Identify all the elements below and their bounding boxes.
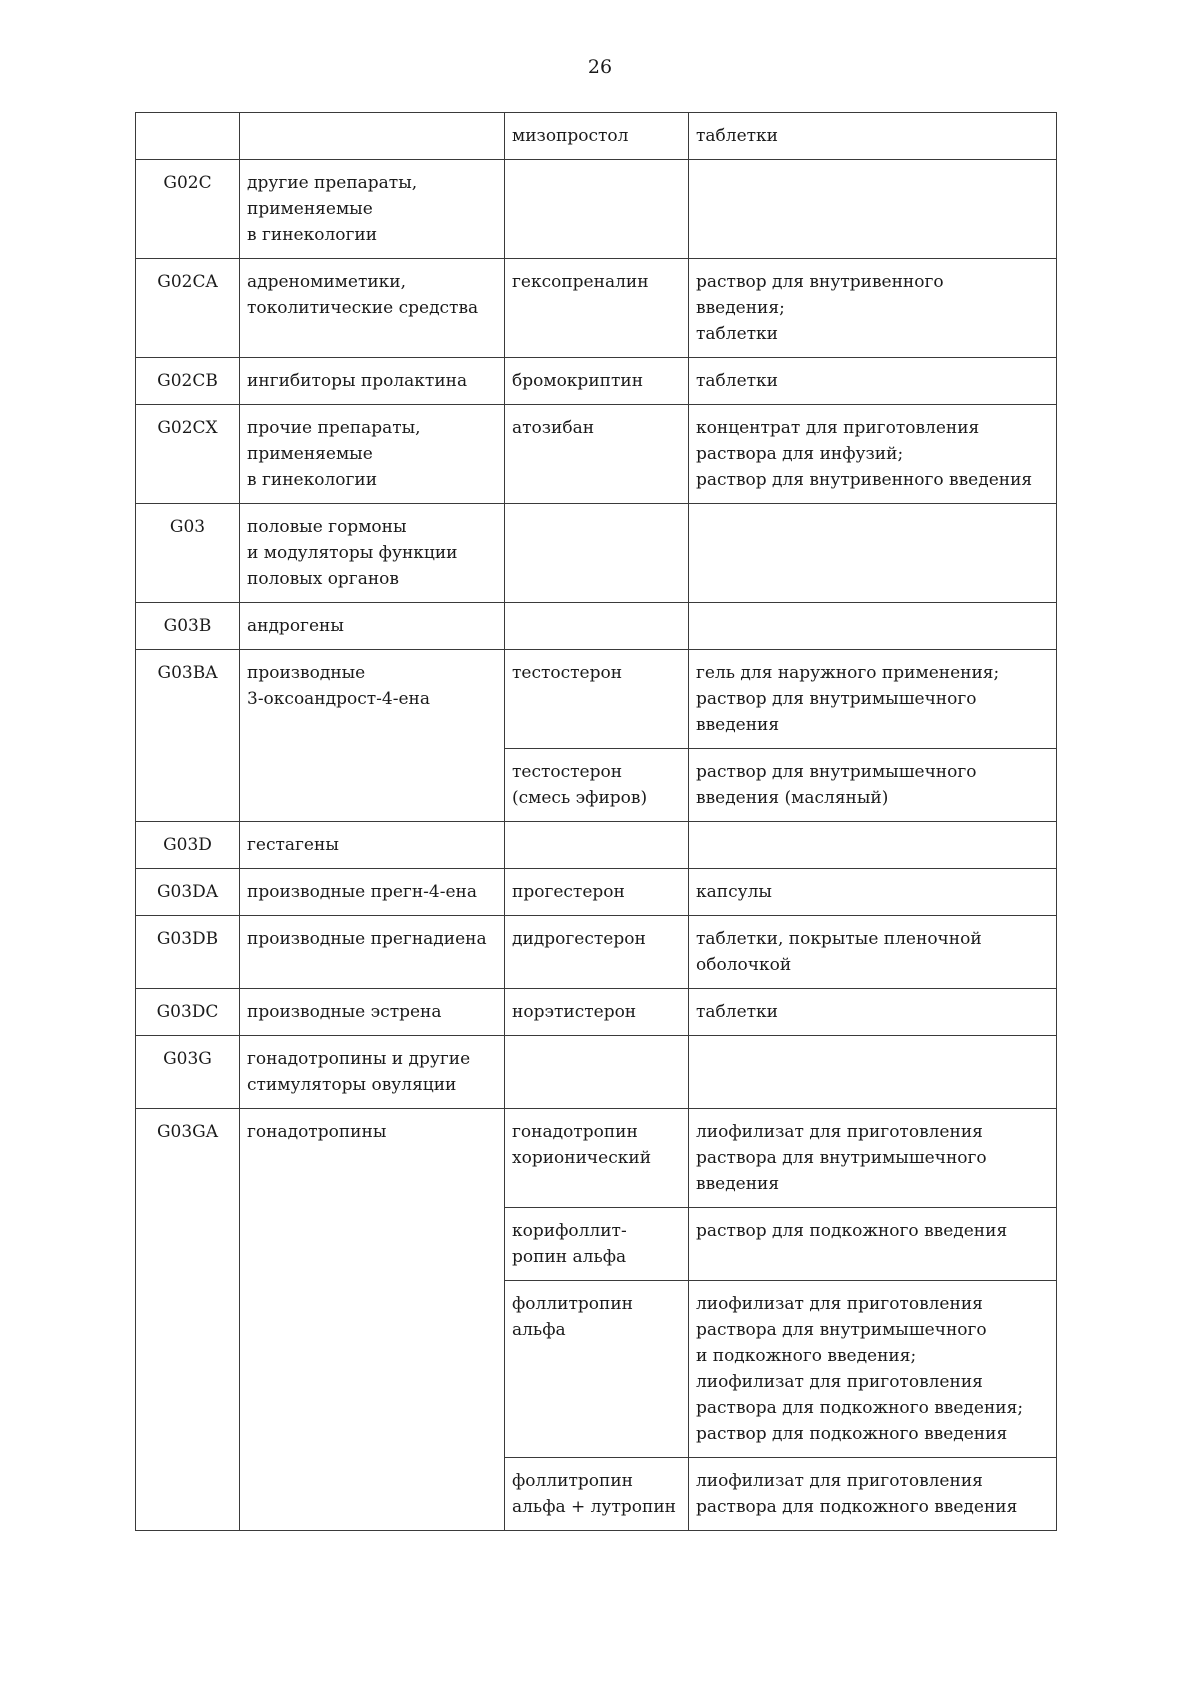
substance-cell: тестостерон (смесь эфиров) — [505, 749, 689, 822]
group-name-cell: производные прегн-4-ена — [240, 869, 505, 916]
table-row — [136, 259, 1057, 358]
table-row — [136, 1109, 1057, 1208]
group-name-cell: производные 3-оксоандрост-4-ена — [240, 650, 505, 822]
dosage-form-cell: таблетки — [689, 989, 1057, 1036]
substance-cell: норэтистерон — [505, 989, 689, 1036]
dosage-form-cell: раствор для внутримышечного введения (масляный) — [689, 749, 1057, 822]
dosage-form-cell: гель для наружного применения; раствор для внутримышечного введения — [689, 650, 1057, 749]
atc-code-cell: G03B — [136, 603, 240, 650]
atc-code-cell: G03G — [136, 1036, 240, 1109]
substance-cell: гексопреналин — [505, 259, 689, 358]
table-row — [136, 603, 1057, 650]
group-name-cell: производные прегнадиена — [240, 916, 505, 989]
dosage-form-cell: лиофилизат для приготовления раствора для внутримышечного введения — [689, 1109, 1057, 1208]
atc-code-cell: G03GA — [136, 1109, 240, 1531]
dosage-form-cell — [689, 603, 1057, 650]
substance-cell: корифоллит- ропин альфа — [505, 1208, 689, 1281]
dosage-form-cell: таблетки — [689, 113, 1057, 160]
dosage-form-cell — [689, 1036, 1057, 1109]
atc-code-cell: G02CX — [136, 405, 240, 504]
dosage-form-cell: таблетки — [689, 358, 1057, 405]
substance-cell: мизопростол — [505, 113, 689, 160]
group-name-cell — [240, 113, 505, 160]
dosage-form-cell: концентрат для приготовления раствора для инфузий; раствор для внутривенного введения — [689, 405, 1057, 504]
table-row — [136, 1036, 1057, 1109]
substance-cell: бромокриптин — [505, 358, 689, 405]
page-number: 26 — [587, 56, 613, 78]
dosage-form-cell — [689, 822, 1057, 869]
atc-code-cell: G03DB — [136, 916, 240, 989]
group-name-cell: половые гормоны и модуляторы функции половых органов — [240, 504, 505, 603]
table-row — [136, 504, 1057, 603]
table-row — [136, 989, 1057, 1036]
substance-cell — [505, 160, 689, 259]
atc-code-cell: G03 — [136, 504, 240, 603]
substance-cell: гонадотропин хорионический — [505, 1109, 689, 1208]
table-row — [136, 916, 1057, 989]
atc-code-cell: G03D — [136, 822, 240, 869]
group-name-cell: другие препараты, применяемые в гинекологии — [240, 160, 505, 259]
group-name-cell: гестагены — [240, 822, 505, 869]
group-name-cell: гонадотропины — [240, 1109, 505, 1531]
table-row — [136, 650, 1057, 749]
substance-cell: фоллитропин альфа — [505, 1281, 689, 1458]
substance-cell — [505, 504, 689, 603]
substance-cell — [505, 1036, 689, 1109]
table-row — [136, 822, 1057, 869]
substance-cell: дидрогестерон — [505, 916, 689, 989]
dosage-form-cell: капсулы — [689, 869, 1057, 916]
dosage-form-cell: лиофилизат для приготовления раствора для подкожного введения — [689, 1458, 1057, 1531]
substance-cell: прогестерон — [505, 869, 689, 916]
substance-cell: атозибан — [505, 405, 689, 504]
atc-code-cell: G02CA — [136, 259, 240, 358]
group-name-cell: производные эстрена — [240, 989, 505, 1036]
table-row — [136, 113, 1057, 160]
group-name-cell: ингибиторы пролактина — [240, 358, 505, 405]
drug-table — [135, 112, 1057, 1531]
group-name-cell: андрогены — [240, 603, 505, 650]
substance-cell: фоллитропин альфа + лутропин — [505, 1458, 689, 1531]
substance-cell — [505, 603, 689, 650]
atc-code-cell — [136, 113, 240, 160]
dosage-form-cell — [689, 504, 1057, 603]
table-row — [136, 869, 1057, 916]
atc-code-cell: G02CB — [136, 358, 240, 405]
dosage-form-cell: таблетки, покрытые пленочной оболочкой — [689, 916, 1057, 989]
dosage-form-cell: лиофилизат для приготовления раствора для внутримышечного и подкожного введения; лиофилизат для приготовления раствора для подкожного введения; раствор для подкожного введения — [689, 1281, 1057, 1458]
table-row — [136, 160, 1057, 259]
group-name-cell: прочие препараты, применяемые в гинекологии — [240, 405, 505, 504]
table-row — [136, 358, 1057, 405]
atc-code-cell: G02C — [136, 160, 240, 259]
dosage-form-cell: раствор для подкожного введения — [689, 1208, 1057, 1281]
group-name-cell: гонадотропины и другие стимуляторы овуляции — [240, 1036, 505, 1109]
dosage-form-cell — [689, 160, 1057, 259]
table-row — [136, 405, 1057, 504]
atc-code-cell: G03DA — [136, 869, 240, 916]
group-name-cell: адреномиметики, токолитические средства — [240, 259, 505, 358]
atc-code-cell: G03DC — [136, 989, 240, 1036]
atc-code-cell: G03BA — [136, 650, 240, 822]
dosage-form-cell: раствор для внутривенного введения; таблетки — [689, 259, 1057, 358]
substance-cell: тестостерон — [505, 650, 689, 749]
substance-cell — [505, 822, 689, 869]
